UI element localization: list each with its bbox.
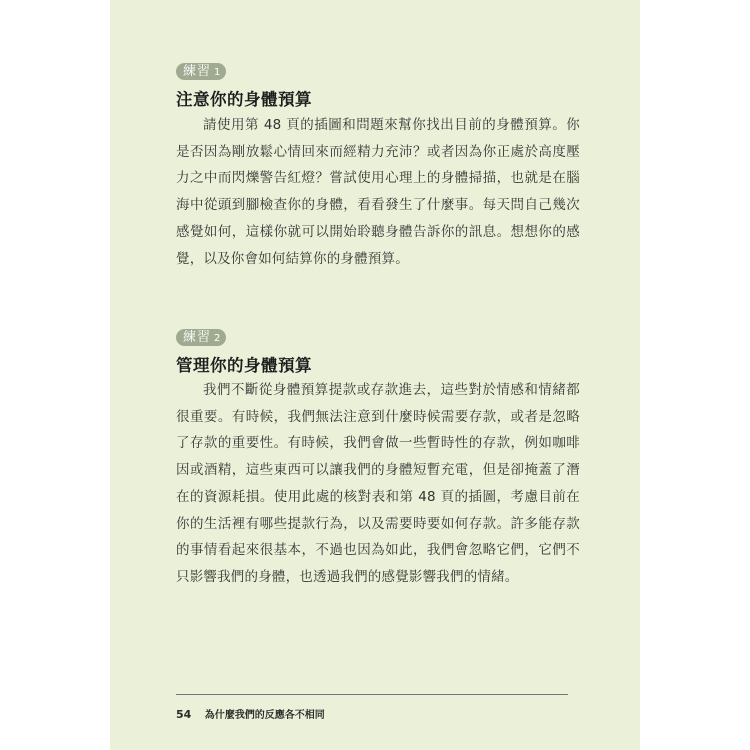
exercise-1-title: 注意你的身體預算 — [176, 90, 312, 109]
exercise-1-paragraph: 請使用第 48 頁的插圖和問題來幫你找出目前的身體預算。你是否因為剛放鬆心情回來而經精力充沛？或者因為你正處於高度壓力之中而閃爍警告紅燈？嘗試使用心理上的身體掃描，也就是在腦海中從頭到腳檢查你的身體，看看發生了什麼事。每天問自己幾次感覺如何，這樣你就可以開始聆聽身體告訴你的訊息。想想你的感覺，以及你會如何結算你的身體預算。 — [176, 117, 580, 267]
exercise-2-label: 練習 — [183, 330, 212, 345]
exercise-1-label: 練習 — [183, 64, 212, 79]
chapter-title: 為什麼我們的反應各不相同 — [204, 710, 325, 721]
exercise-2-title: 管理你的身體預算 — [176, 356, 312, 375]
exercise-2-number: 2 — [214, 333, 221, 344]
page-number: 54 — [176, 708, 192, 721]
footer-divider — [176, 694, 568, 695]
book-page — [110, 0, 640, 750]
exercise-1-tag — [176, 63, 226, 80]
exercise-2-paragraph: 我們不斷從身體預算提款或存款進去，這些對於情感和情緒都很重要。有時候，我們無法注意到什麼時候需要存款，或者是忽略了存款的重要性。有時候，我們會做一些暫時性的存款，例如咖啡因或酒精，這些東西可以讓我們的身體短暫充電，但是卻掩蓋了潛在的資源耗損。使用此處的核對表和第 48 頁的插圖，考慮目前在你的生活裡有哪些提款行為，以及需要時要如何存款。許多能存款的事情看起來很基本，不過也因為如此，我們會忽略它們，它們不只影響我們的身體，也透過我們的感覺影響我們的情緒。 — [176, 382, 580, 585]
exercise-1-number: 1 — [214, 67, 221, 78]
exercise-2-tag — [176, 329, 226, 346]
page-footer — [176, 708, 325, 723]
